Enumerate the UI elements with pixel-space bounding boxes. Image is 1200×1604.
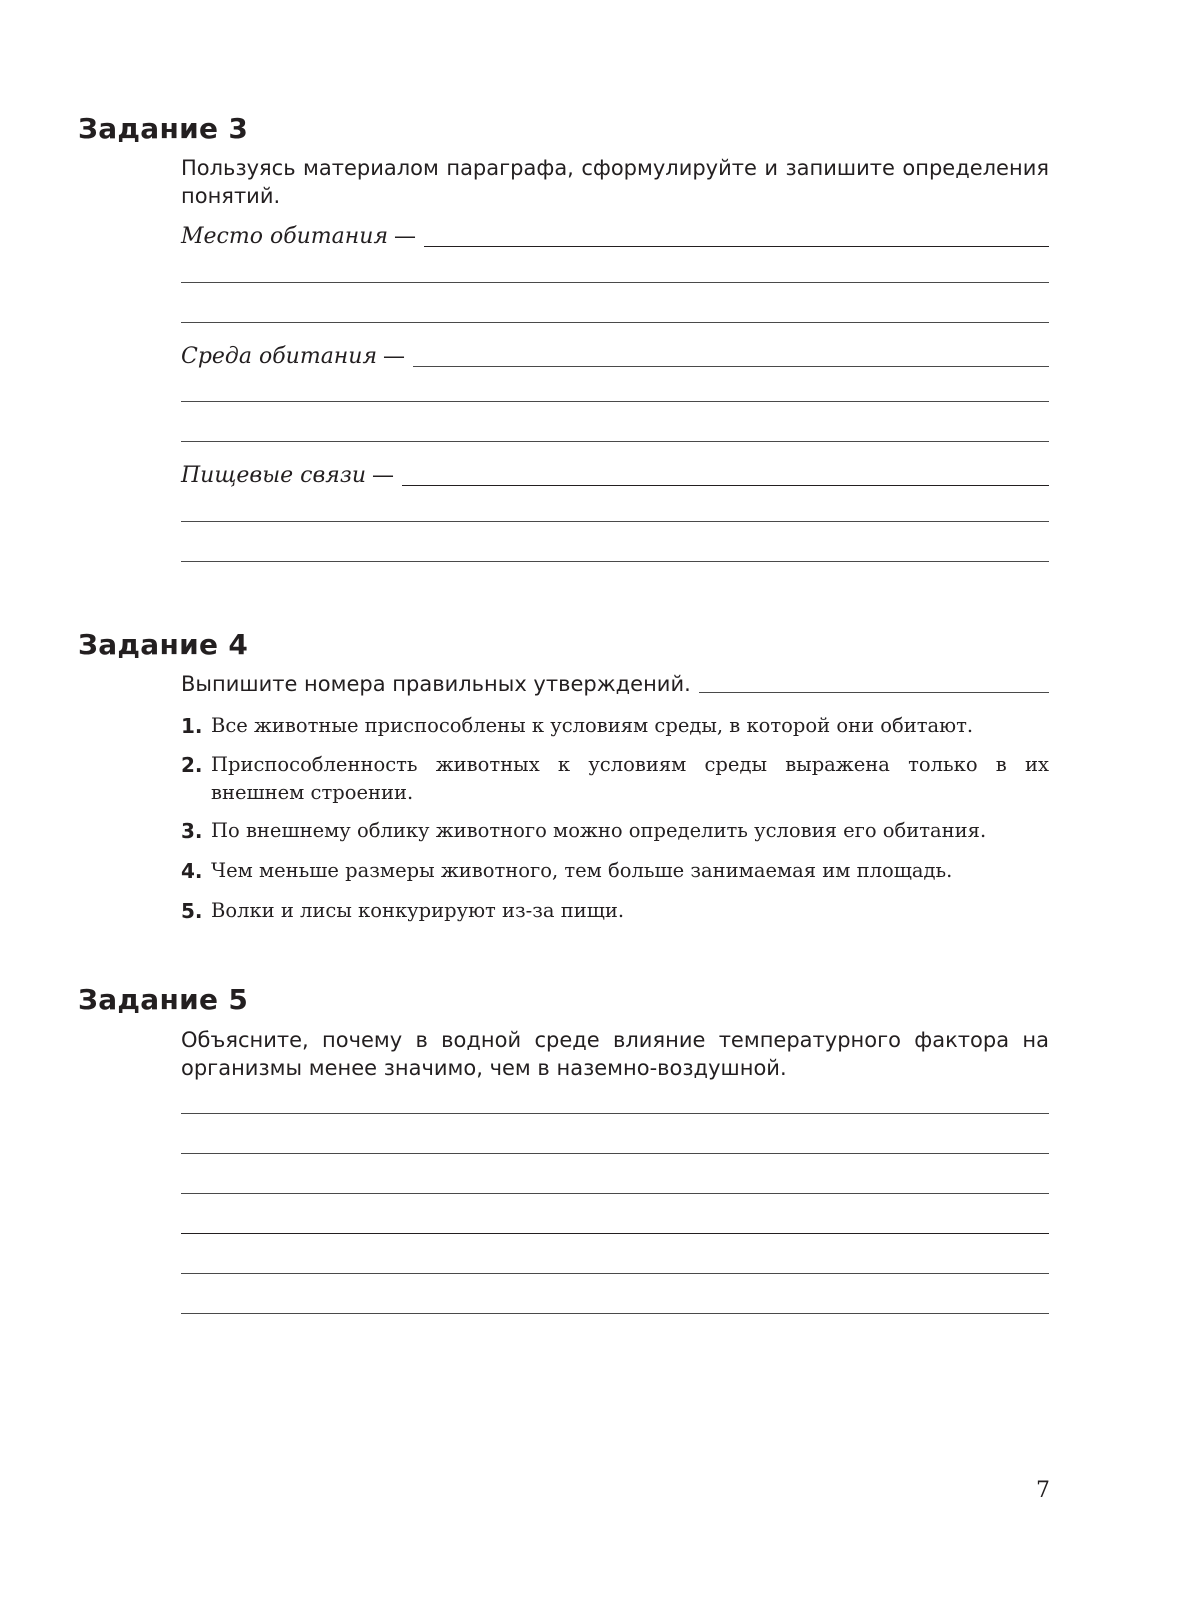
statement-number: 5. xyxy=(181,899,203,923)
task-5-instruction: Объясните, почему в водной среде влияние температурного фактора на организмы менее значимо, чем в наземно-воздушной. xyxy=(181,1028,1049,1080)
statement-text: Все животные приспособлены к условиям среды, в которой они обитают. xyxy=(211,714,974,737)
answer-line[interactable] xyxy=(181,1113,1049,1114)
definition-row-habitat-place xyxy=(181,220,1049,250)
task-4-instruction-row xyxy=(181,667,1049,697)
definition-dash: — xyxy=(383,344,406,369)
task-5-title: Задание 5 xyxy=(78,983,249,1016)
answer-line[interactable] xyxy=(699,692,1049,693)
answer-line[interactable] xyxy=(181,521,1049,522)
statement-text: По внешнему облику животного можно определить условия его обитания. xyxy=(211,819,987,842)
answer-line[interactable] xyxy=(181,1193,1049,1194)
statement-item xyxy=(181,712,1049,740)
definition-term: Среда обитания xyxy=(181,344,378,369)
answer-line[interactable] xyxy=(181,1313,1049,1314)
definition-term: Место обитания xyxy=(181,224,389,249)
task-3-instruction: Пользуясь материалом параграфа, сформулируйте и запишите определения понятий. xyxy=(181,156,1049,208)
answer-line[interactable] xyxy=(181,401,1049,402)
statement-item xyxy=(181,897,1049,925)
definition-dash: — xyxy=(372,463,394,488)
answer-line[interactable] xyxy=(181,561,1049,562)
page-number: 7 xyxy=(1036,1478,1050,1503)
answer-line[interactable] xyxy=(424,246,1049,247)
definition-dash: — xyxy=(394,224,417,249)
answer-line[interactable] xyxy=(181,1233,1049,1234)
statement-item xyxy=(181,817,1049,845)
answer-line[interactable] xyxy=(181,1273,1049,1274)
statement-number: 2. xyxy=(181,753,203,777)
answer-line[interactable] xyxy=(413,366,1049,367)
task-4-title: Задание 4 xyxy=(78,628,249,661)
answer-line[interactable] xyxy=(181,1153,1049,1154)
answer-line[interactable] xyxy=(181,282,1049,283)
statement-item xyxy=(181,857,1049,885)
statement-number: 3. xyxy=(181,819,203,843)
task-4-instruction: Выпишите номера правильных утверждений. xyxy=(181,672,691,696)
statement-number: 4. xyxy=(181,859,203,883)
statement-text: Волки и лисы конкурируют из-за пищи. xyxy=(211,899,625,922)
statement-item xyxy=(181,751,1049,807)
definition-row-environment xyxy=(181,340,1049,370)
answer-line[interactable] xyxy=(181,322,1049,323)
statement-number: 1. xyxy=(181,714,203,738)
answer-line[interactable] xyxy=(402,485,1049,486)
statement-text: Чем меньше размеры животного, тем больше занимаемая им площадь. xyxy=(211,859,953,882)
statement-text: Приспособленность животных к условиям среды выражена только в их внешнем строении. xyxy=(211,753,1049,804)
task-3-title: Задание 3 xyxy=(78,112,249,145)
definition-term: Пищевые связи xyxy=(181,463,366,488)
answer-line[interactable] xyxy=(181,441,1049,442)
definition-row-food-links xyxy=(181,459,1049,489)
